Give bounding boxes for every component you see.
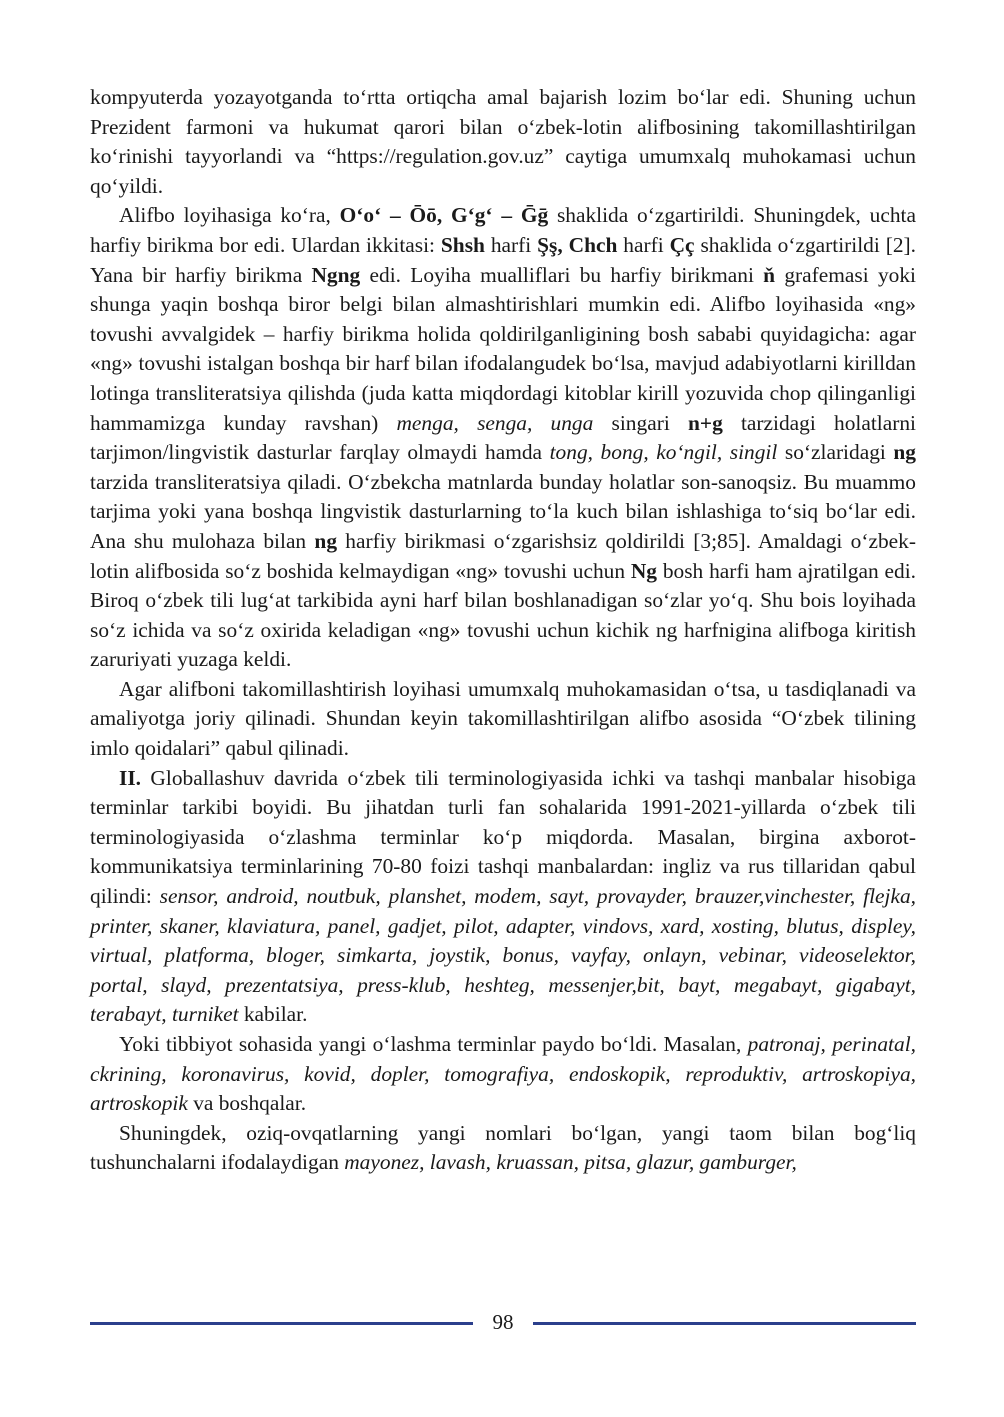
page-body	[90, 83, 916, 1178]
text-run: singari	[593, 410, 688, 435]
page-footer	[90, 1306, 916, 1342]
italic-run: mayonez, lavash, kruassan, pitsa, glazur, gamburger,	[344, 1150, 797, 1175]
bold-run: II.	[119, 765, 141, 790]
italic-run: tong, bong, ko‘ngil, singil	[549, 440, 778, 465]
page-number: 98	[492, 1310, 514, 1334]
text-run: edi. Loyiha mualliflari bu harfiy birikmani	[360, 262, 764, 287]
text-run: bosh harfi ham ajratilgan edi. Biroq o‘zbek tili lug‘at tarkibida ayni harf bilan boshlanadigan so‘zlar yo‘q. Shu bois loyihada so‘z ichida va so‘z oxirida keladigan «ng» tovushi uchun kichik ng harfnigina alifboga kiritish zaruriyati yuzaga keldi.	[90, 558, 916, 672]
bold-run: Şş, Chch	[537, 232, 618, 257]
text-run: Shuningdek, oziq-ovqatlarning yangi nomlari bo‘lgan, yangi taom bilan bog‘liq tushunchalarni ifodalaydigan	[90, 1120, 916, 1175]
paragraph-food	[90, 1119, 916, 1178]
text-run: harfi	[484, 232, 538, 257]
paragraph-alphabet-project	[90, 201, 916, 675]
text-run: Globallashuv davrida o‘zbek tili terminologiyasida ichki va tashqi manbalar hisobiga terminlar tarkibi boyidi. Bu jihatdan turli fan sohalarida 1991-2021-yillarda o‘zbek tili terminologiyasida o‘zlashma terminlar ko‘p miqdorda. Masalan, birgina axborot-kommunikatsiya terminlarining 70-80 foizi tashqi manbalardan: ingliz va rus tillaridan qabul qilindi:	[90, 765, 916, 909]
italic-run: menga, senga, unga	[396, 410, 594, 435]
bold-run: Çç	[669, 232, 695, 257]
text-run: shaklida o‘zgartirildi [2]. Yana bir harfiy birikma	[90, 232, 917, 287]
bold-run: n+g	[687, 410, 723, 435]
paragraph-terminology	[90, 764, 916, 1030]
bold-run: ng	[893, 440, 916, 465]
bold-run: Shsh	[440, 232, 485, 257]
text-run: tarzidagi holatlarni tarjimon/lingvistik dasturlar farqlay olmaydi hamda	[90, 410, 916, 465]
text-run: grafemasi yoki shunga yaqin boshqa biror belgi bilan almashtirishlari mumkin edi. Alifbo loyihasida «ng» tovushi avvalgidek – harfiy birikma holida qoldirilganligining bosh sababi quyidagicha: agar «ng» tovushi istalgan boshqa bir harf bilan ifodalangudek bo‘lsa, mavjud adabiyotlarni kirilldan lotinga transliteratsiya qilishda (juda katta miqdordagi kitoblar kirill yozuvida chop qilinganligi hammamizga kunday ravshan)	[90, 262, 916, 435]
text-run: kompyuterda yozayotganda to‘rtta ortiqcha amal bajarish lozim bo‘lar edi. Shuning uchun Prezident farmoni va hukumat qarori bilan o‘zbek-lotin alifbosining takomillashtirilgan ko‘rinishi tayyorlandi va “https://regulation.gov.uz” caytiga umumxalq muhokamasi uchun qo‘yildi.	[90, 85, 916, 198]
text-run: harfi	[617, 232, 670, 257]
bold-run: O‘o‘ – Ōō, G‘g‘ – Ḡḡ	[339, 203, 549, 228]
text-run: Alifbo loyihasiga ko‘ra,	[119, 203, 340, 228]
footer-rule-left	[90, 1322, 473, 1325]
italic-run: sensor, android, noutbuk, planshet, modem, sayt, provayder, brauzer,vinchester, flejka, printer, skaner, klaviatura, panel, gadjet, pilot, adapter, vindovs, xard, xosting, blutus, displey, virtual, platforma, bloger, simkarta, joystik, bonus, vayfay, onlayn, vebinar, videoselektor, portal, slayd, prezentatsiya, press-klub, heshteg, messenjer,bit, bayt, megabayt, gigabayt, terabayt, turniket	[90, 884, 916, 1027]
text-run: shaklida o‘zgartirildi. Shuningdek, uchta harfiy birikma bor edi. Ulardan ikkitasi:	[90, 203, 916, 257]
text-run: tarzida transliteratsiya qiladi. O‘zbekcha matnlarda bunday holatlar son-sanoqsiz. Bu muammo tarjima yoki yana boshqa lingvistik dasturlarning to‘la kuch bilan ishlashiga to‘siq bo‘lar edi. Ana shu mulohaza bilan	[90, 469, 916, 553]
bold-run: ng	[314, 528, 338, 553]
bold-run: Ng	[630, 558, 658, 583]
text-run: Agar alifboni takomillashtirish loyihasi umumxalq muhokamasidan o‘tsa, u tasdiqlanadi va amaliyotga joriy qilinadi. Shundan keyin takomillashtirilgan alifbo asosida “O‘zbek tilining imlo qoidalari” qabul qilinadi.	[90, 676, 916, 761]
text-run: va boshqalar.	[187, 1091, 307, 1116]
paragraph-continuation	[90, 83, 916, 201]
text-run: harfiy birikmasi o‘zgarishsiz qoldirildi [3;85]. Amaldagi o‘zbek-lotin alifbosida so‘z boshida kelmaydigan «ng» tovushi uchun	[90, 528, 916, 583]
text-run: kabilar.	[238, 1002, 308, 1027]
paragraph-approval	[90, 675, 916, 764]
text-run: Yoki tibbiyot sohasida yangi o‘lashma terminlar paydo bo‘ldi. Masalan,	[119, 1032, 748, 1056]
bold-run: Ngng	[311, 262, 361, 287]
paragraph-medicine	[90, 1030, 916, 1119]
text-run: so‘zlaridagi	[777, 440, 894, 465]
footer-rule-right	[533, 1322, 916, 1325]
bold-run: ň	[763, 262, 776, 287]
italic-run: patronaj, perinatal, ckrining, koronavirus, kovid, dopler, tomografiya, endoskopik, reproduktiv, artroskopiya, artroskopik	[90, 1032, 916, 1116]
